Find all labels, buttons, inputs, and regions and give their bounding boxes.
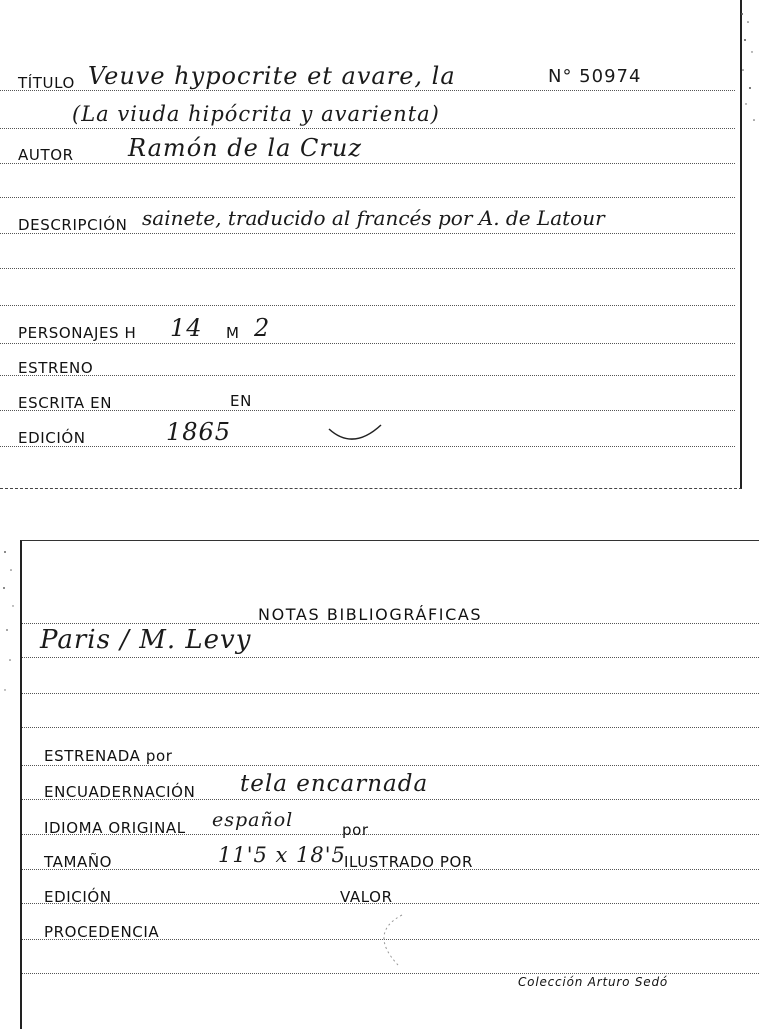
personajes-m-label: M [226,324,240,342]
idioma-por-label: por [342,821,369,839]
procedencia-label: PROCEDENCIA [44,923,160,941]
scan-noise-left [0,540,20,720]
ruled-line [22,657,759,658]
escrita-label: ESCRITA EN [18,394,113,412]
personajes-h-value: 14 [170,314,203,342]
notas-value: Paris / M. Levy [40,625,252,655]
autor-value: Ramón de la Cruz [128,134,362,162]
catalog-number: N° 50974 [548,66,642,87]
ruled-line [0,343,735,344]
coleccion-imprint: Colección Arturo Sedó [518,975,669,989]
ruled-line [0,375,735,376]
tamano-label: TAMAÑO [44,853,113,871]
ruled-line [0,268,735,269]
valor-label: VALOR [340,888,393,906]
ruled-line [22,973,759,974]
descripcion-label: DESCRIPCIÓN [18,216,128,234]
catalog-card-front [0,0,742,489]
encuadernacion-value: tela encarnada [240,771,429,797]
escrita-en-label: EN [230,392,252,410]
punch-hole-mark [325,405,385,445]
punch-hole-mark [368,909,408,969]
idioma-label: IDIOMA ORIGINAL [44,819,186,837]
tamano-value: 11'5 x 18'5 [218,843,346,867]
titulo-translation: (La viuda hipócrita y avarienta) [72,102,440,126]
ruled-line [0,305,735,306]
notas-heading: NOTAS BIBLIOGRÁFICAS [258,605,483,624]
ruled-line [22,693,759,694]
ruled-line [0,446,735,447]
scan-noise-right [738,0,759,140]
ruled-line [22,727,759,728]
edicion-value: 1865 [166,418,232,446]
edicion-label: EDICIÓN [18,429,86,447]
estreno-label: ESTRENO [18,359,94,377]
titulo-value: Veuve hypocrite et avare, la [88,62,456,90]
ruled-line [22,765,759,766]
autor-label: AUTOR [18,146,74,164]
personajes-label: PERSONAJES H [18,324,137,342]
encuadernacion-label: ENCUADERNACIÓN [44,783,196,801]
catalog-card-back [20,540,759,1029]
idioma-value: español [212,809,294,831]
titulo-label: TÍTULO [18,74,75,92]
ruled-line [0,90,735,91]
edicion-back-label: EDICIÓN [44,888,112,906]
personajes-m-value: 2 [254,314,271,342]
ruled-line [0,163,735,164]
ruled-line [0,128,735,129]
estrenada-label: ESTRENADA por [44,747,173,765]
descripcion-value: sainete, traducido al francés por A. de Latour [142,206,605,230]
ruled-line [0,197,735,198]
ilustrado-label: ILUSTRADO POR [344,853,473,871]
